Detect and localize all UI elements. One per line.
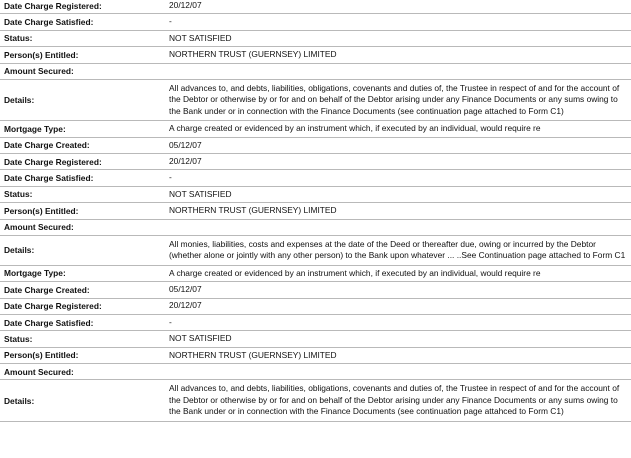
table-row <box>0 282 631 298</box>
field-label: Date Charge Created: <box>4 140 90 151</box>
table-row <box>0 380 631 421</box>
field-value: All advances to, and debts, liabilities, obligations, covenants and duties of, the Trustee in respect of and for the account of the Debtor or otherwise by or for and on behalf of the Debtor arising under any Finance Documents or any sums owing to the Bank under or in connection with the Finance Documents (see continuation page attached to Form C1) <box>169 82 620 116</box>
field-label: Date Charge Satisfied: <box>4 173 94 184</box>
table-row <box>0 331 631 347</box>
field-label: Details: <box>4 245 35 256</box>
field-label: Mortgage Type: <box>4 123 66 134</box>
table-row <box>0 30 631 46</box>
field-value: NOT SATISFIED <box>169 333 232 344</box>
field-label: Mortgage Type: <box>4 268 66 279</box>
field-value <box>165 364 631 380</box>
table-row <box>0 153 631 169</box>
field-label: Person(s) Entitled: <box>4 350 79 361</box>
field-label: Date Charge Registered: <box>4 156 102 167</box>
field-label: Status: <box>4 333 33 344</box>
field-label: Details: <box>4 95 35 106</box>
field-value: 20/12/07 <box>169 0 202 10</box>
field-value: NOT SATISFIED <box>169 188 232 199</box>
table-row <box>0 121 631 137</box>
field-value: NOT SATISFIED <box>169 32 232 43</box>
field-value <box>165 219 631 235</box>
field-label: Amount Secured: <box>4 66 74 77</box>
table-row <box>0 347 631 363</box>
table-row <box>0 170 631 186</box>
field-value: 20/12/07 <box>169 155 202 166</box>
field-label: Date Charge Satisfied: <box>4 317 94 328</box>
field-value: 05/12/07 <box>169 284 202 295</box>
table-row <box>0 47 631 63</box>
table-row <box>0 63 631 79</box>
field-value: NORTHERN TRUST (GUERNSEY) LIMITED <box>169 349 337 360</box>
table-row <box>0 298 631 314</box>
table-row <box>0 0 631 14</box>
table-row <box>0 203 631 219</box>
field-label: Details: <box>4 395 35 406</box>
table-row <box>0 186 631 202</box>
field-value <box>165 63 631 79</box>
field-label: Person(s) Entitled: <box>4 49 79 60</box>
field-value: 05/12/07 <box>169 139 202 150</box>
table-row <box>0 235 631 265</box>
field-value: - <box>169 316 172 327</box>
field-label: Date Charge Created: <box>4 284 90 295</box>
field-value: - <box>169 16 172 27</box>
field-label: Person(s) Entitled: <box>4 205 79 216</box>
field-label: Status: <box>4 189 33 200</box>
table-row <box>0 79 631 120</box>
field-label: Date Charge Registered: <box>4 301 102 312</box>
field-value: NORTHERN TRUST (GUERNSEY) LIMITED <box>169 205 337 216</box>
table-row <box>0 137 631 153</box>
field-label: Status: <box>4 33 33 44</box>
table-row <box>0 314 631 330</box>
field-value: NORTHERN TRUST (GUERNSEY) LIMITED <box>169 49 337 60</box>
field-label: Amount Secured: <box>4 222 74 233</box>
field-value: A charge created or evidenced by an instrument which, if executed by an individual, would require re <box>169 123 541 134</box>
field-value: All monies, liabilities, costs and expenses at the date of the Deed or thereafter due, owing or incurred by the Debtor (whether alone or jointly with any other person) to the Bank upon whatever ... ..See Continuation page attached to Form C1 <box>169 238 626 261</box>
field-value: - <box>169 172 172 183</box>
table-row <box>0 14 631 30</box>
field-value: All advances to, and debts, liabilities, obligations, covenants and duties of, the Trustee in respect of and for the account of the Debtor or otherwise by or for and on behalf of the Debtor arising under any Finance Documents or any sums owing to the Bank under or in connection with the Finance Documents (see continuation page attahced to Form C1) <box>169 383 620 417</box>
field-value: A charge created or evidenced by an instrument which, if executed by an individual, would require re <box>169 267 541 278</box>
field-value: 20/12/07 <box>169 300 202 311</box>
table-row <box>0 364 631 380</box>
field-label: Amount Secured: <box>4 366 74 377</box>
field-label: Date Charge Registered: <box>4 0 102 11</box>
table-row <box>0 265 631 281</box>
table-row <box>0 219 631 235</box>
field-label: Date Charge Satisfied: <box>4 17 94 28</box>
